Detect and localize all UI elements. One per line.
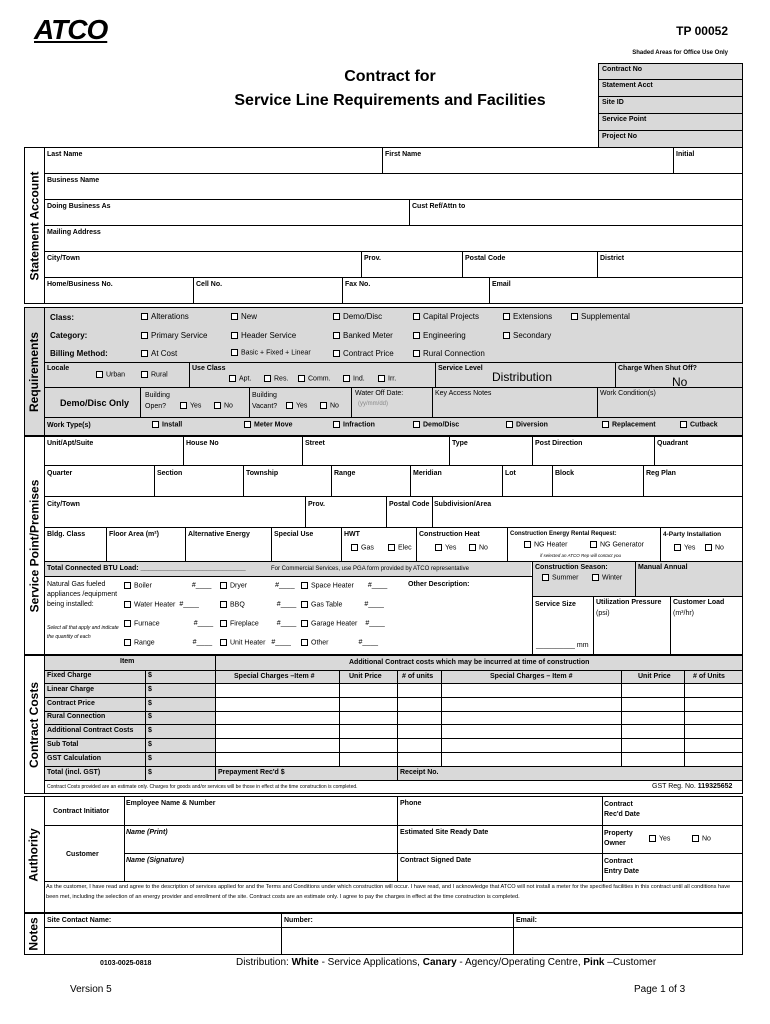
billing-option-contract-price[interactable]: Contract Price bbox=[333, 349, 394, 358]
num-units-header: # of units bbox=[402, 673, 434, 680]
four-party-label: 4-Party Installation bbox=[663, 531, 722, 538]
contract-signed-date-field[interactable]: Contract Signed Date bbox=[400, 857, 472, 864]
form-number: TP 00052 bbox=[676, 24, 728, 38]
hwt-label: HWT bbox=[344, 531, 360, 538]
psi-unit: (psi) bbox=[596, 610, 610, 617]
office-field[interactable]: Site ID bbox=[598, 97, 743, 114]
distribution-line: Distribution: White - Service Applications, Canary - Agency/Operating Centre, Pink –Customer bbox=[236, 957, 657, 968]
natural-gas-label: Natural Gas fueled appliances /equipment being installed: bbox=[47, 581, 118, 608]
class-option-capital-projects[interactable]: Capital Projects bbox=[413, 312, 479, 321]
notes-section bbox=[24, 913, 743, 955]
quadrant-field[interactable]: Quadrant bbox=[657, 440, 689, 447]
num-units-header-2: # of Units bbox=[693, 673, 725, 680]
service-point-title: Service Point/Premises bbox=[27, 479, 41, 612]
sp-prov-field[interactable]: Prov. bbox=[308, 501, 325, 508]
use-class-comm[interactable]: Comm. bbox=[298, 375, 331, 382]
work-type-meter-move[interactable]: Meter Move bbox=[244, 421, 293, 428]
locale-option-rural[interactable]: Rural bbox=[141, 371, 168, 378]
hwt-gas[interactable]: Gas bbox=[351, 544, 374, 551]
cost-item-gst: GST Calculation bbox=[47, 755, 102, 762]
unit-apt-field[interactable]: Unit/Apt/Suite bbox=[47, 440, 94, 447]
reg-plan-field[interactable]: Reg Plan bbox=[646, 470, 676, 477]
bldg-class-field[interactable]: Bldg. Class bbox=[47, 531, 86, 538]
rental-ng-heater[interactable]: NG Heater bbox=[524, 541, 567, 548]
water-off-date-placeholder: (yy/mm/dd) bbox=[358, 401, 388, 407]
rental-note: if selected an ATCO Rep will contact you bbox=[540, 553, 622, 558]
block-field[interactable]: Block bbox=[555, 470, 575, 477]
fax-no-field[interactable]: Fax No. bbox=[345, 281, 371, 288]
cost-item-total: Total (incl. GST) bbox=[47, 769, 101, 776]
rental-request-label: Construction Energy Rental Request: bbox=[510, 531, 617, 537]
class-option-alterations[interactable]: Alterations bbox=[141, 312, 189, 321]
phone-field[interactable]: Phone bbox=[400, 800, 422, 807]
dba-field[interactable]: Doing Business As bbox=[47, 203, 111, 210]
form-title-line2: Service Line Requirements and Facilities bbox=[234, 92, 546, 109]
appliance-water-heater[interactable]: Water Heater #____ bbox=[124, 601, 199, 608]
agreement-text: As the customer, I have read and agree to the description of services applied for and the Terms and Conditions under which construction will occur. I have read, and I acknowledge that ATCO will not install a meter for the specified facilities in this contract until all conditions have been met, including the selection of an energy provider and enrollment of the site. Contract costs are an estimate only. I agree to pay the charges in effect at the time construction is completed. bbox=[46, 884, 731, 900]
appliance-furnace[interactable]: Furnace #____ bbox=[124, 620, 213, 627]
appliance-garage-heater[interactable]: Garage Heater #____ bbox=[301, 620, 385, 627]
doc-code: 0103-0025-0818 bbox=[100, 960, 152, 967]
appliance-boiler[interactable]: Boiler #____ bbox=[124, 582, 211, 589]
dollar-additional[interactable]: $ bbox=[148, 727, 152, 734]
dollar-contract-price[interactable]: $ bbox=[148, 700, 152, 707]
construction-heat-yes[interactable]: Yes bbox=[435, 544, 456, 551]
district-field[interactable]: District bbox=[600, 255, 625, 262]
business-name-field[interactable]: Business Name bbox=[47, 177, 100, 184]
item-header: Item bbox=[120, 658, 135, 665]
four-party-no[interactable]: No bbox=[705, 544, 724, 551]
use-class-label: Use Class bbox=[192, 365, 226, 372]
appliance-range[interactable]: Range #____ bbox=[124, 639, 212, 646]
service-size-field[interactable]: Service Size bbox=[535, 601, 576, 608]
dollar-rural[interactable]: $ bbox=[148, 713, 152, 720]
special-charges-header-2: Special Charges – Item # bbox=[490, 673, 573, 680]
subdivision-field[interactable]: Subdivision/Area bbox=[434, 501, 492, 508]
dollar-total[interactable]: $ bbox=[148, 769, 152, 776]
statement-account-title: Statement Account bbox=[27, 171, 41, 280]
lot-field[interactable]: Lot bbox=[505, 470, 516, 477]
customer-label: Customer bbox=[66, 851, 99, 858]
building-vacant-yes[interactable]: Yes bbox=[286, 402, 307, 409]
notes-title: Notes bbox=[27, 917, 41, 951]
authority-title: Authority bbox=[27, 827, 42, 882]
contract-costs-title: Contract Costs bbox=[27, 681, 42, 768]
atco-logo: ATCO bbox=[34, 14, 108, 45]
water-off-date-field[interactable]: Water Off Date: bbox=[355, 390, 404, 397]
office-field[interactable]: Service Point bbox=[598, 114, 743, 131]
site-contact-name-field[interactable]: Site Contact Name: bbox=[47, 917, 112, 924]
construction-heat-label: Construction Heat bbox=[419, 531, 480, 538]
postal-code-field[interactable]: Postal Code bbox=[465, 255, 506, 262]
work-type-infraction[interactable]: Infraction bbox=[333, 421, 375, 428]
cell-no-field[interactable]: Cell No. bbox=[196, 281, 223, 288]
category-option-primary[interactable]: Primary Service bbox=[141, 331, 207, 340]
category-option-banked[interactable]: Banked Meter bbox=[333, 331, 393, 340]
work-type-replacement[interactable]: Replacement bbox=[602, 421, 656, 428]
work-type-demo-disc[interactable]: Demo/Disc bbox=[413, 421, 459, 428]
other-description-field[interactable]: Other Description: bbox=[408, 581, 470, 588]
first-name-field[interactable]: First Name bbox=[385, 151, 422, 158]
select-note: Select all that apply and indicate the quantity of each bbox=[47, 625, 119, 640]
cost-item-rural: Rural Connection bbox=[47, 713, 106, 720]
cost-item-fixed: Fixed Charge bbox=[47, 672, 92, 679]
work-types-label: Work Type(s) bbox=[47, 422, 91, 429]
form-title-line1: Contract for bbox=[344, 68, 436, 85]
appliance-bbq[interactable]: BBQ #____ bbox=[220, 601, 296, 608]
appliance-other[interactable]: Other #____ bbox=[301, 639, 378, 646]
floor-area-field[interactable]: Floor Area (m²) bbox=[109, 531, 159, 538]
appliance-fireplace[interactable]: Fireplace #____ bbox=[220, 620, 296, 627]
category-option-secondary[interactable]: Secondary bbox=[503, 331, 551, 340]
service-level-label: Service Level bbox=[438, 365, 483, 372]
billing-option-rural[interactable]: Rural Connection bbox=[413, 349, 485, 358]
house-no-field[interactable]: House No bbox=[186, 440, 219, 447]
category-option-header[interactable]: Header Service bbox=[231, 331, 296, 340]
property-owner-no[interactable]: No bbox=[692, 835, 711, 842]
work-type-cutback[interactable]: Cutback bbox=[680, 421, 718, 428]
cost-item-linear: Linear Charge bbox=[47, 686, 95, 693]
est-site-ready-field[interactable]: Estimated Site Ready Date bbox=[400, 829, 489, 836]
office-field[interactable]: Project No bbox=[598, 131, 743, 148]
utilization-pressure-field[interactable]: Utilization Pressure bbox=[596, 599, 662, 606]
four-party-yes[interactable]: Yes bbox=[674, 544, 695, 551]
range-field[interactable]: Range bbox=[334, 470, 356, 477]
email-field[interactable]: Email bbox=[492, 281, 511, 288]
site-contact-number-field[interactable]: Number: bbox=[284, 917, 313, 924]
version-label: Version 5 bbox=[70, 984, 112, 995]
dollar-subtotal[interactable]: $ bbox=[148, 741, 152, 748]
cost-item-additional: Additional Contract Costs bbox=[47, 727, 134, 734]
class-option-extensions[interactable]: Extensions bbox=[503, 312, 552, 321]
office-fields bbox=[598, 63, 743, 148]
sp-city-town-field[interactable]: City/Town bbox=[47, 501, 80, 508]
receipt-no-field[interactable]: Receipt No. bbox=[400, 769, 439, 776]
season-winter[interactable]: Winter bbox=[592, 574, 622, 581]
post-direction-field[interactable]: Post Direction bbox=[535, 440, 583, 447]
locale-label: Locale bbox=[47, 365, 70, 372]
street-field[interactable]: Street bbox=[305, 440, 325, 447]
page-number: Page 1 of 3 bbox=[634, 984, 686, 995]
dollar-gst[interactable]: $ bbox=[148, 755, 152, 762]
class-option-demo-disc[interactable]: Demo/Disc bbox=[333, 312, 382, 321]
mailing-address-field[interactable]: Mailing Address bbox=[47, 229, 101, 236]
rental-ng-generator[interactable]: NG Generator bbox=[590, 541, 644, 548]
service-level-value[interactable]: Distribution bbox=[492, 370, 553, 384]
gst-reg-no: GST Reg. No. 119325652 bbox=[652, 783, 733, 790]
appliance-gas-table[interactable]: Gas Table #____ bbox=[301, 601, 384, 608]
office-field[interactable]: Statement Acct bbox=[598, 80, 743, 97]
city-town-field[interactable]: City/Town bbox=[47, 255, 80, 262]
locale-option-urban[interactable]: Urban bbox=[96, 371, 125, 378]
special-charges-header: Special Charges –Item # bbox=[234, 673, 315, 680]
use-class-ind[interactable]: Ind. bbox=[343, 375, 365, 382]
appliance-space-heater[interactable]: Space Heater #____ bbox=[301, 582, 387, 589]
requirements-title: Requirements bbox=[27, 331, 41, 412]
billing-option-basic[interactable]: Basic + Fixed + Linear bbox=[231, 349, 311, 356]
unit-price-header-2: Unit Price bbox=[638, 673, 671, 680]
use-class-apt[interactable]: Apt. bbox=[229, 375, 251, 382]
estimate-note: Contract Costs provided are an estimate only. Charges for goods and/or services will be those in effect at the time construction is completed. bbox=[47, 784, 358, 790]
appliance-unit-heater[interactable]: Unit Heater #____ bbox=[220, 639, 291, 646]
site-contact-email-field[interactable]: Email: bbox=[516, 917, 538, 924]
office-use-note: Shaded Areas for Office Use Only bbox=[632, 50, 728, 56]
charge-shut-off-label: Charge When Shut Off? bbox=[618, 365, 697, 372]
appliance-dryer[interactable]: Dryer #____ bbox=[220, 582, 295, 589]
name-print-field[interactable]: Name (Print) bbox=[126, 829, 168, 836]
last-name-field[interactable]: Last Name bbox=[47, 151, 83, 158]
use-class-res[interactable]: Res. bbox=[264, 375, 288, 382]
initial-field[interactable]: Initial bbox=[676, 151, 695, 158]
building-open-no[interactable]: No bbox=[214, 402, 233, 409]
work-type-diversion[interactable]: Diversion bbox=[506, 421, 548, 428]
key-access-notes-field[interactable]: Key Access Notes bbox=[435, 390, 492, 397]
dollar-fixed[interactable]: $ bbox=[148, 672, 152, 679]
billing-method-label: Billing Method: bbox=[50, 349, 108, 358]
additional-costs-header: Additional Contract costs which may be incurred at time of construction bbox=[349, 659, 590, 666]
building-vacant-no[interactable]: No bbox=[320, 402, 339, 409]
customer-load-field[interactable]: Customer Load bbox=[673, 599, 725, 606]
cust-ref-field[interactable]: Cust Ref/Attn to bbox=[412, 203, 466, 210]
contract-recd-date-field[interactable]: Contract Rec'd Date bbox=[604, 801, 640, 818]
class-option-supplemental[interactable]: Supplemental bbox=[571, 312, 630, 321]
class-option-new[interactable]: New bbox=[231, 312, 257, 321]
building-open-label: Building Open? bbox=[145, 392, 170, 410]
prov-field[interactable]: Prov. bbox=[364, 255, 381, 262]
sp-postal-code-field[interactable]: Postal Code bbox=[389, 501, 430, 508]
section-field[interactable]: Section bbox=[157, 470, 183, 477]
category-label: Category: bbox=[50, 331, 88, 340]
m3hr-unit: (m³/hr) bbox=[673, 610, 694, 617]
prepayment-field[interactable]: Prepayment Rec'd $ bbox=[218, 769, 285, 776]
class-label: Class: bbox=[50, 313, 75, 322]
manual-annual-field[interactable]: Manual Annual bbox=[638, 564, 688, 571]
quarter-field[interactable]: Quarter bbox=[47, 470, 73, 477]
home-business-no-field[interactable]: Home/Business No. bbox=[47, 281, 113, 288]
category-option-engineering[interactable]: Engineering bbox=[413, 331, 466, 340]
cost-item-contract-price: Contract Price bbox=[47, 700, 95, 707]
dollar-linear[interactable]: $ bbox=[148, 686, 152, 693]
employee-name-field[interactable]: Employee Name & Number bbox=[126, 800, 216, 807]
contract-entry-date-field[interactable]: Contract Entry Date bbox=[604, 858, 640, 875]
meridian-field[interactable]: Meridian bbox=[413, 470, 442, 477]
office-field[interactable]: Contract No bbox=[598, 63, 743, 80]
work-type-install[interactable]: Install bbox=[152, 421, 182, 428]
type-field[interactable]: Type bbox=[452, 440, 468, 447]
construction-season-label: Construction Season: bbox=[535, 564, 608, 571]
building-open-yes[interactable]: Yes bbox=[180, 402, 201, 409]
use-class-irr[interactable]: Irr. bbox=[378, 375, 396, 382]
hwt-elec[interactable]: Elec bbox=[388, 544, 412, 551]
special-use-field[interactable]: Special Use bbox=[274, 531, 314, 538]
billing-option-at-cost[interactable]: At Cost bbox=[141, 349, 177, 358]
unit-price-header: Unit Price bbox=[349, 673, 382, 680]
cost-item-subtotal: Sub Total bbox=[47, 741, 79, 748]
township-field[interactable]: Township bbox=[246, 470, 279, 477]
charge-shut-off-value[interactable]: No bbox=[672, 375, 688, 389]
work-conditions-field[interactable]: Work Condition(s) bbox=[600, 390, 656, 397]
demo-disc-only-label: Demo/Disc Only bbox=[60, 398, 130, 408]
service-size-mm: __________ mm bbox=[536, 642, 589, 649]
total-btu-field[interactable]: Total Connected BTU Load: ___________________________ bbox=[47, 565, 246, 572]
property-owner-yes[interactable]: Yes bbox=[649, 835, 670, 842]
property-owner-label: Property Owner bbox=[604, 830, 633, 847]
name-signature-field[interactable]: Name (Signature) bbox=[126, 857, 184, 864]
season-summer[interactable]: Summer bbox=[542, 574, 578, 581]
commercial-note: For Commercial Services, use PGA form provided by ATCO representative bbox=[271, 566, 469, 572]
building-vacant-label: Building Vacant? bbox=[252, 392, 278, 410]
construction-heat-no[interactable]: No bbox=[469, 544, 488, 551]
alt-energy-field[interactable]: Alternative Energy bbox=[188, 531, 250, 538]
contract-initiator-label: Contract Initiator bbox=[53, 808, 110, 815]
